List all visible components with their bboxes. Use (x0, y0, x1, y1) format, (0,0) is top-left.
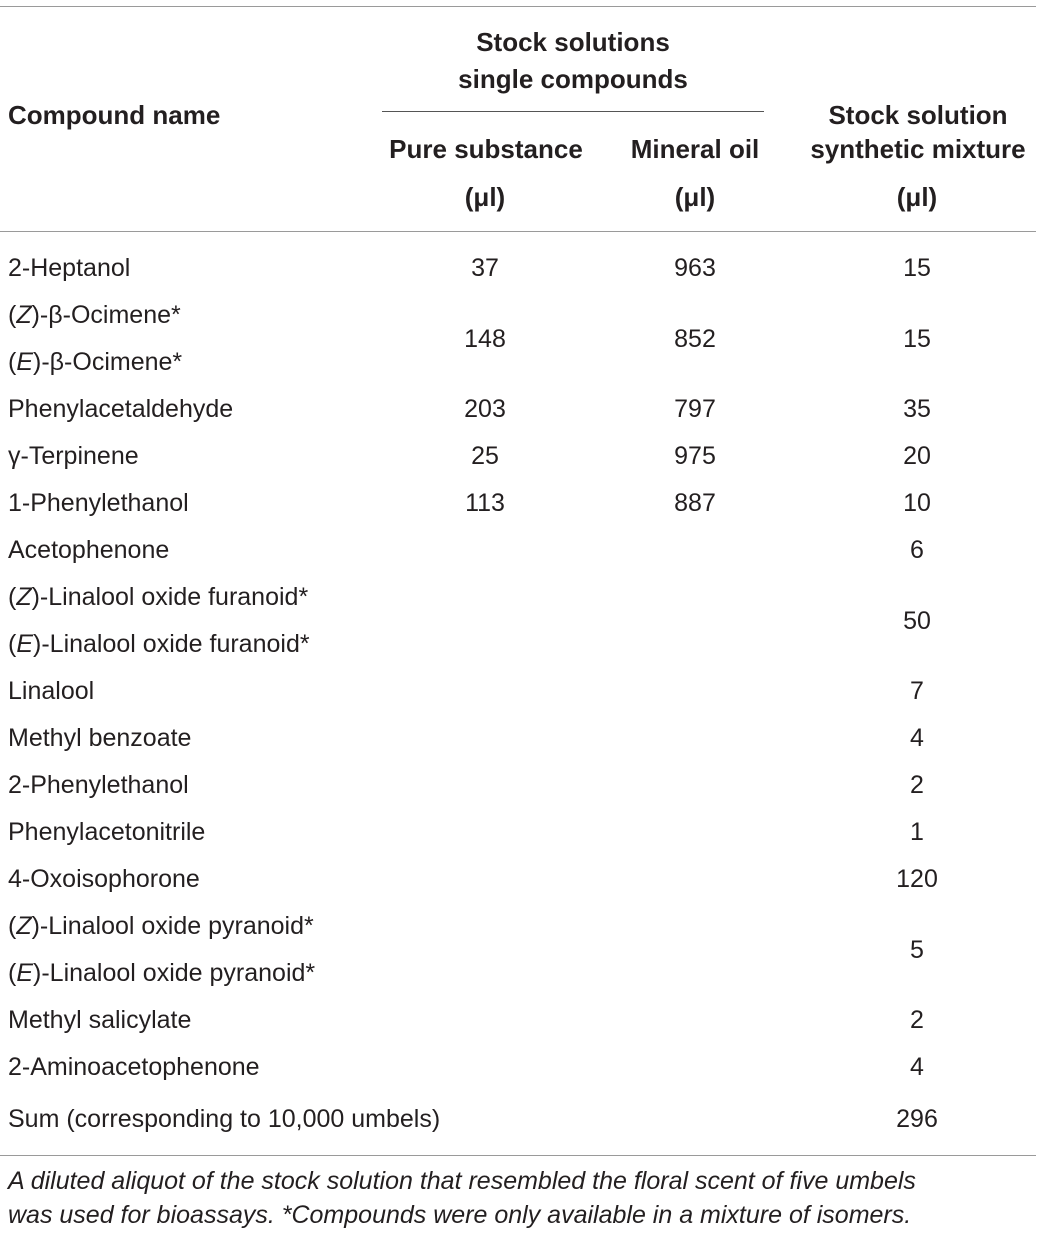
compound-name-part: )-Linalool oxide furanoid* (31, 583, 309, 611)
compound-name-part: 2-Phenylethanol (8, 771, 189, 799)
compound-name-part: Methyl benzoate (8, 724, 192, 752)
mineral-oil-value: 852 (674, 324, 716, 353)
header-group-line2: single compounds (458, 64, 688, 94)
compound-name-part: 1-Phenylethanol (8, 489, 189, 517)
compound-name (8, 769, 189, 801)
compound-name (8, 299, 181, 331)
compound-name-part: )-Linalool oxide pyranoid* (31, 912, 314, 940)
table-footer-rule (0, 1155, 1036, 1156)
compound-name-part: ( (8, 959, 17, 987)
compound-name (8, 252, 130, 284)
mixture-value: 2 (910, 771, 924, 799)
compound-name (8, 346, 182, 378)
mixture-value: 4 (910, 724, 924, 752)
compound-name-part: 2-Heptanol (8, 254, 131, 282)
header-unit-mix: (μl) (896, 182, 938, 212)
compound-name-part: Phenylacetaldehyde (8, 395, 234, 423)
compound-name (8, 487, 189, 519)
mixture-value: 35 (903, 395, 931, 423)
compound-name-part: )-Linalool oxide pyranoid* (33, 959, 316, 987)
mixture-value: 15 (903, 324, 931, 353)
mixture-value: 7 (910, 677, 924, 705)
compound-name-part: ( (8, 583, 17, 611)
header-mixture-line2: synthetic mixture (810, 134, 1026, 164)
compound-name-part: Linalool (8, 677, 95, 705)
compound-name-part: )-β-Ocimene* (31, 301, 181, 329)
compound-name-part: 2-Aminoacetophenone (8, 1053, 260, 1081)
compound-name-part: Phenylacetonitrile (8, 818, 206, 846)
sum-label: Sum (corresponding to 10,000 umbels) (8, 1105, 441, 1133)
compound-name-part: Z (16, 301, 32, 329)
compound-name (8, 722, 191, 754)
mixture-value: 4 (910, 1053, 924, 1081)
sum-mix-value: 296 (896, 1105, 938, 1133)
mixture-value: 15 (903, 254, 931, 282)
compound-name-part: E (16, 959, 34, 987)
table-footnote (8, 1164, 1038, 1232)
compound-name (8, 675, 94, 707)
pure-substance-value: 203 (464, 395, 506, 423)
header-group-line1: Stock solutions (476, 27, 670, 57)
header-compound-name: Compound name (8, 100, 221, 130)
mineral-oil-value: 975 (674, 442, 716, 470)
compound-name-part: E (16, 348, 34, 376)
compound-name (8, 628, 310, 660)
compound-name-part: Z (16, 912, 32, 940)
compound-name-part: Methyl salicylate (8, 1006, 192, 1034)
compound-name-part: 4-Oxoisophorone (8, 865, 200, 893)
footnote-line1: A diluted aliquot of the stock solution that resembled the floral scent of five umbels (8, 1167, 916, 1195)
compound-name-part: ( (8, 348, 17, 376)
compound-name (8, 1051, 260, 1083)
mineral-oil-value: 963 (674, 254, 716, 282)
mixture-value: 50 (903, 606, 931, 635)
header-unit-pure: (μl) (464, 182, 506, 212)
mineral-oil-value: 887 (674, 489, 716, 517)
table-top-rule (0, 6, 1036, 7)
compound-name (8, 393, 233, 425)
header-mineral-oil: Mineral oil (630, 134, 760, 164)
compound-name (8, 581, 308, 613)
compound-name (8, 910, 314, 942)
compound-name-part: Acetophenone (8, 536, 170, 564)
compound-name (8, 440, 139, 472)
compound-name-part: ( (8, 301, 17, 329)
header-pure-substance: Pure substance (389, 134, 583, 164)
mixture-value: 6 (910, 536, 924, 564)
compound-name-part: E (16, 630, 34, 658)
mixture-value: 5 (910, 935, 924, 964)
header-unit-oil: (μl) (674, 182, 716, 212)
table-header-rule (0, 231, 1036, 232)
pure-substance-value: 148 (464, 324, 506, 353)
footnote-line2: was used for bioassays. *Compounds were only available in a mixture of isomers. (8, 1201, 912, 1229)
compound-name-part: )-Linalool oxide furanoid* (33, 630, 310, 658)
header-group-rule (382, 111, 764, 112)
mixture-value: 120 (896, 865, 938, 893)
header-mixture-line1: Stock solution (828, 100, 1008, 130)
mixture-value: 10 (903, 489, 931, 517)
mixture-value: 2 (910, 1006, 924, 1034)
pure-substance-value: 113 (465, 489, 505, 517)
compound-name (8, 863, 200, 895)
compound-name-part: γ-Terpinene (8, 442, 139, 470)
compound-name-part: ( (8, 912, 17, 940)
pure-substance-value: 25 (471, 442, 499, 470)
mixture-value: 20 (903, 442, 931, 470)
pure-substance-value: 37 (471, 254, 499, 282)
compound-name-part: Z (16, 583, 32, 611)
compound-name (8, 1004, 191, 1036)
mineral-oil-value: 797 (674, 395, 716, 423)
compound-name (8, 534, 169, 566)
mixture-value: 1 (910, 818, 924, 846)
compound-name (8, 957, 315, 989)
compound-name (8, 816, 205, 848)
compound-name-part: )-β-Ocimene* (33, 348, 183, 376)
compound-name-part: ( (8, 630, 17, 658)
